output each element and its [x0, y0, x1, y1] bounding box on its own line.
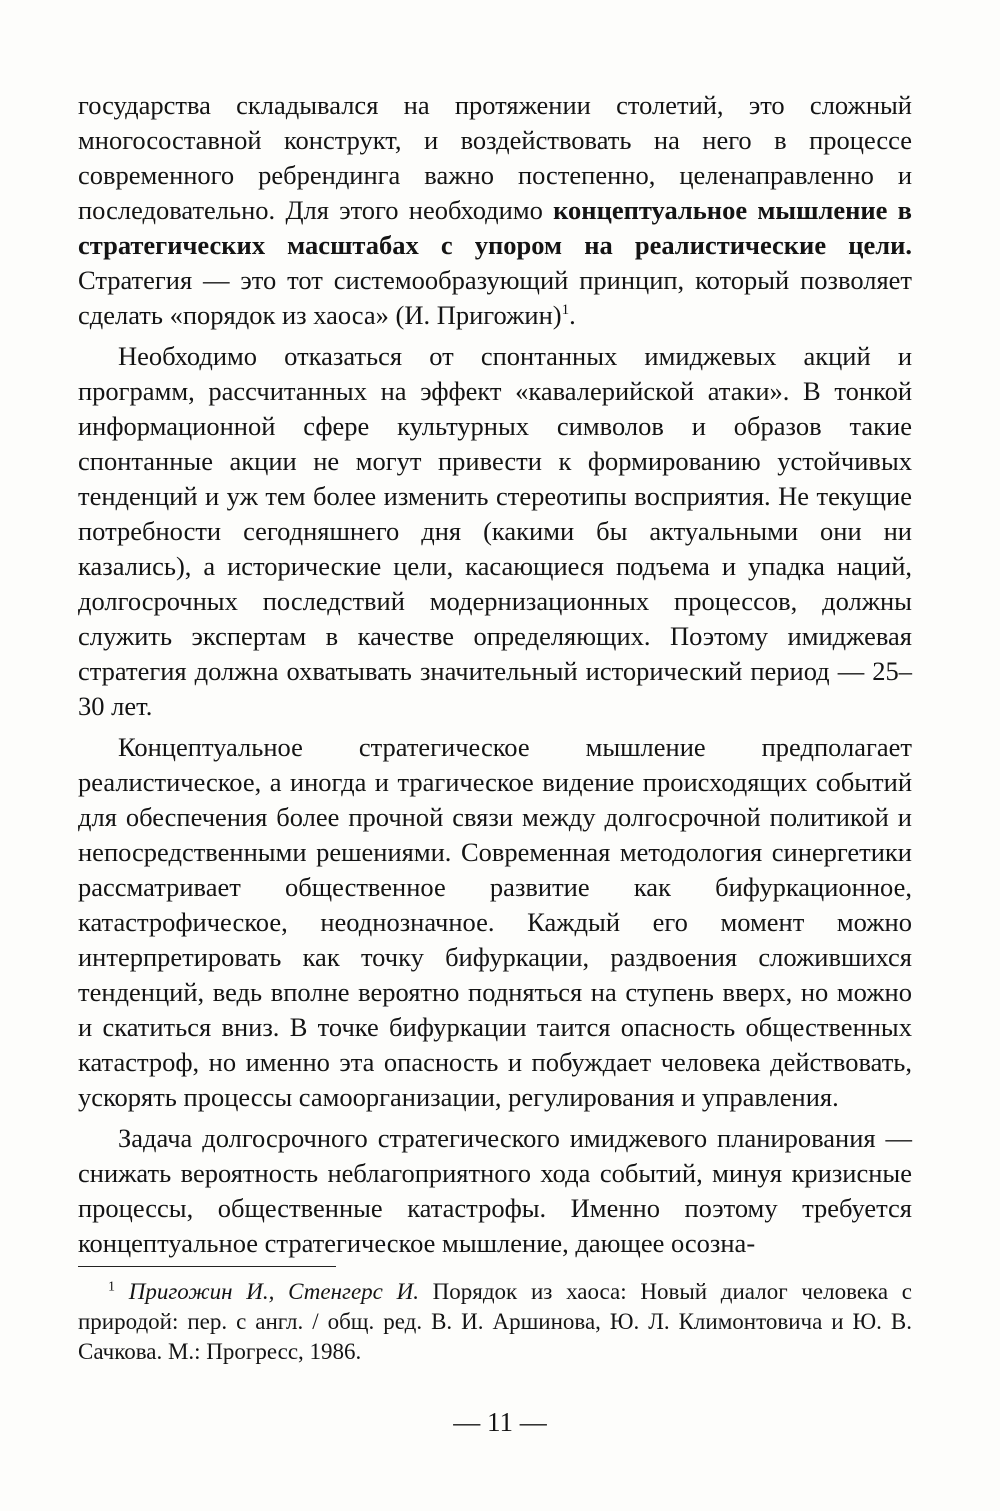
footnote-authors: Пригожин И., Стенгерс И. [128, 1279, 419, 1304]
main-text [78, 88, 912, 1267]
footnote-reference[interactable]: 1 [561, 302, 570, 319]
paragraph [78, 88, 912, 333]
bold-emphasis: концептуальное мышление в стратегических масштабах с упором на реалистические цели. [78, 195, 912, 260]
paragraph-text: государства складывался на протяжении столетий, это сложный многосоставной конструкт, и воздействовать на него в процессе современного ребрендинга важно постепенно, целенаправленно и последовательно. Для этого необходимо [78, 90, 912, 225]
paragraph: Концептуальное стратегическое мышление предполагает реалистическое, а иногда и трагическое видение происходящих событий для обеспечения более прочной связи между долгосрочной политикой и непосредственными решениями. Современная методология синергетики рассматривает общественное развитие как бифуркационное, катастрофическое, неоднозначное. Каждый его момент можно интерпретировать как точку бифуркации, раздвоения сложившихся тенденций, ведь вполне вероятно подняться на ступень вверх, но можно и скатиться вниз. В точке бифуркации таится опасность общественных катастроф, но именно эта опасность и побуждает человека действовать, ускорять процессы самоорганизации, регулирования и управления. [78, 732, 912, 1112]
page-number: — 11 — [453, 1407, 547, 1437]
paragraph: Задача долгосрочного стратегического имиджевого планирования — снижать вероятность неблагоприятного хода событий, минуя кризисные процессы, общественные катастрофы. Именно поэтому требуется концептуальное стратегическое мышление, дающее осозна- [78, 1123, 912, 1258]
paragraph: Необходимо отказаться от спонтанных имиджевых акций и программ, рассчитанных на эффект «кавалерийской атаки». В тонкой информационной сфере культурных символов и образов такие спонтанные акции не могут привести к формированию устойчивых тенденций и уж тем более изменить стереотипы восприятия. Не текущие потребности сегодняшнего дня (какими бы актуальными они ни казались), а исторические цели, касающиеся подъема и упадка наций, долгосрочных последствий модернизационных процессов, должны служить экспертам в качестве определяющих. Поэтому имиджевая стратегия должна охватывать значительный исторический период — 25–30 лет. [78, 341, 912, 721]
footnote-number: 1 [108, 1279, 115, 1295]
footnote-separator [78, 1266, 336, 1267]
paragraph-text: . [569, 300, 576, 330]
footnote [78, 1277, 912, 1367]
paragraph-text: Стратегия — это тот системообразующий принцип, который позволяет сделать «порядок из хаоса» (И. Пригожин) [78, 265, 912, 330]
footnote-text: Порядок из хаоса: Новый диалог человека с природой: пер. с англ. / общ. ред. В. И. Аршинова, Ю. Л. Климонтовича и Ю. В. Сачкова. М.: Прогресс, 1986. [78, 1279, 912, 1364]
